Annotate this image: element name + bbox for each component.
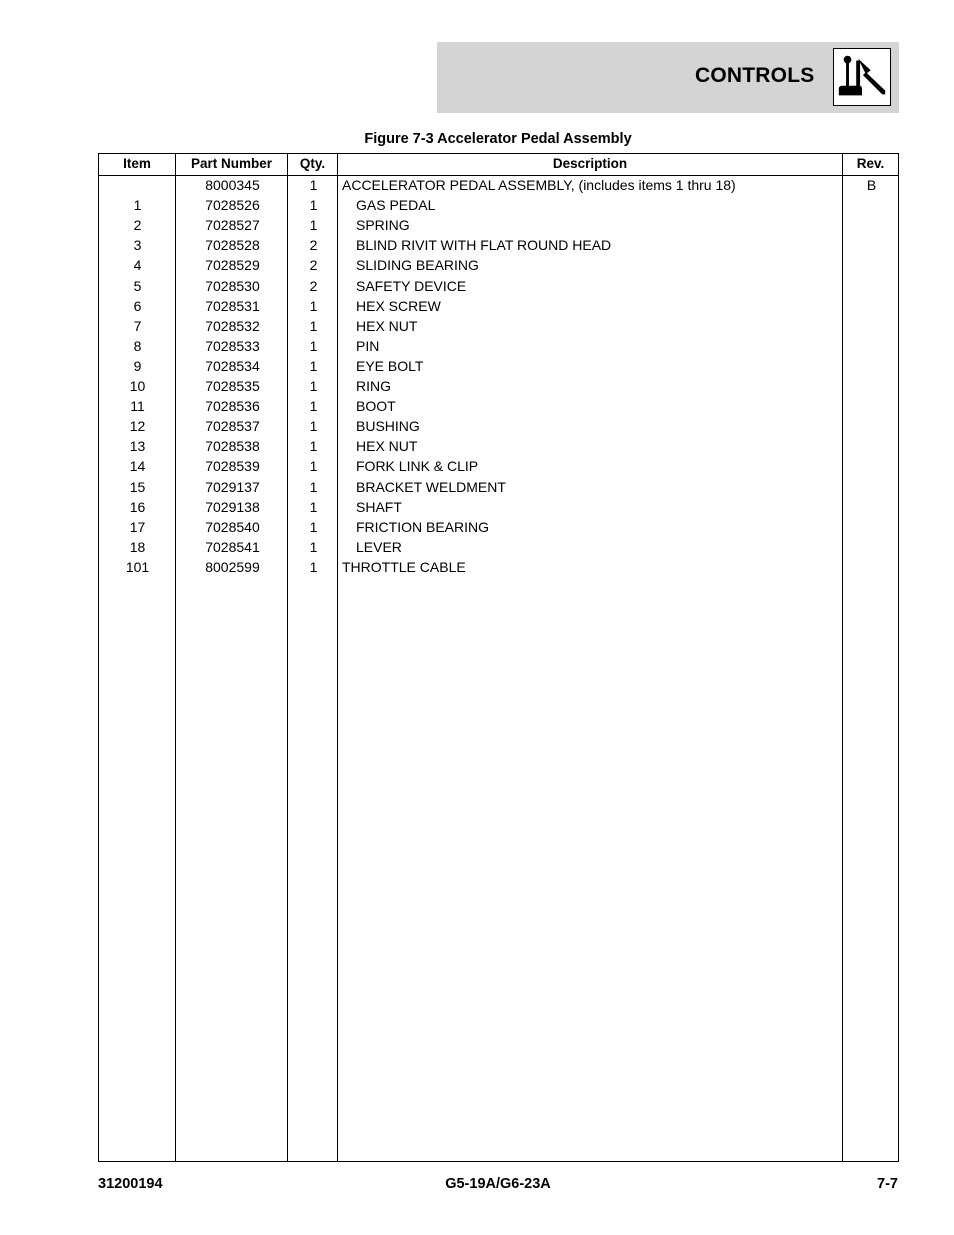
- cell-part-number: 7028528: [205, 237, 260, 254]
- cell-description: HEX NUT: [356, 317, 418, 334]
- cell-qty: 1: [309, 478, 318, 495]
- table-row: [99, 195, 898, 215]
- cell-item: 12: [129, 418, 146, 435]
- cell-description: BUSHING: [356, 418, 420, 435]
- cell-item: 8: [133, 337, 142, 354]
- footer-page-number: 7-7: [877, 1176, 898, 1192]
- column-header-item: Item: [123, 156, 151, 171]
- cell-item: 4: [133, 257, 142, 274]
- cell-qty: 1: [309, 498, 318, 515]
- cell-qty: 1: [309, 297, 318, 314]
- table-row: [99, 376, 898, 396]
- column-header-rev: Rev.: [856, 156, 885, 171]
- cell-part-number: 8000345: [205, 177, 260, 193]
- footer-document-number: 31200194: [98, 1176, 163, 1192]
- table-row: [99, 456, 898, 476]
- cell-description: SAFETY DEVICE: [356, 277, 467, 294]
- table-row: [99, 497, 898, 517]
- table-row: [99, 557, 898, 577]
- table-row: [99, 477, 898, 497]
- cell-description: GAS PEDAL: [356, 197, 436, 214]
- cell-part-number: 7028540: [205, 518, 260, 535]
- column-header-part-number: Part Number: [190, 156, 273, 171]
- cell-qty: 1: [309, 538, 318, 555]
- cell-part-number: 8002599: [205, 558, 260, 575]
- table-row: [99, 235, 898, 255]
- cell-part-number: 7028533: [205, 337, 260, 354]
- cell-rev: B: [866, 177, 877, 193]
- cell-qty: 1: [309, 558, 318, 575]
- cell-item: 101: [125, 558, 150, 575]
- cell-description: BRACKET WELDMENT: [356, 478, 506, 495]
- cell-part-number: 7028530: [205, 277, 260, 294]
- cell-qty: 1: [309, 458, 318, 475]
- cell-item: 7: [133, 317, 142, 334]
- cell-part-number: 7028532: [205, 317, 260, 334]
- cell-item: 11: [130, 398, 145, 415]
- cell-description: LEVER: [356, 538, 402, 555]
- cell-part-number: 7028539: [205, 458, 260, 475]
- cell-item: 18: [129, 538, 146, 555]
- cell-qty: 1: [309, 398, 318, 415]
- cell-item: 9: [133, 357, 142, 374]
- table-row: [99, 436, 898, 456]
- cell-description: BLIND RIVIT WITH FLAT ROUND HEAD: [356, 237, 612, 254]
- cell-qty: 2: [309, 237, 318, 254]
- figure-title: Figure 7-3 Accelerator Pedal Assembly: [364, 131, 632, 147]
- table-row: [99, 416, 898, 436]
- cell-item: 5: [133, 277, 142, 294]
- cell-description: FORK LINK & CLIP: [356, 458, 479, 475]
- cell-part-number: 7028527: [205, 217, 260, 234]
- cell-part-number: 7028531: [205, 297, 260, 314]
- controls-joystick-icon: [833, 48, 891, 106]
- table-row: [99, 537, 898, 557]
- table-row: [99, 396, 898, 416]
- table-row: [99, 517, 898, 537]
- cell-item: 6: [133, 297, 142, 314]
- cell-qty: 1: [309, 418, 318, 435]
- cell-part-number: 7028529: [205, 257, 260, 274]
- cell-part-number: 7028537: [205, 418, 260, 435]
- cell-item: 14: [129, 458, 146, 475]
- table-row: [99, 336, 898, 356]
- cell-item: 10: [129, 378, 146, 394]
- cell-description: ACCELERATOR PEDAL ASSEMBLY, (includes items 1 thru 18): [342, 177, 736, 193]
- cell-qty: 2: [309, 277, 318, 294]
- column-header-qty: Qty.: [299, 156, 326, 171]
- cell-description: THROTTLE CABLE: [342, 558, 466, 575]
- cell-part-number: 7028538: [205, 438, 260, 455]
- cell-qty: 1: [309, 378, 318, 394]
- section-title: CONTROLS: [695, 64, 815, 87]
- cell-qty: 2: [309, 257, 318, 274]
- table-row: [99, 276, 898, 296]
- cell-description: EYE BOLT: [356, 357, 424, 374]
- cell-description: SPRING: [356, 217, 410, 234]
- cell-item: 15: [129, 478, 146, 495]
- footer-model: G5-19A/G6-23A: [445, 1176, 551, 1192]
- parts-table: [98, 153, 899, 1162]
- cell-part-number: 7028536: [205, 398, 260, 415]
- cell-description: FRICTION BEARING: [356, 518, 490, 535]
- table-row: [99, 255, 898, 275]
- table-row: [99, 215, 898, 235]
- cell-part-number: 7029138: [205, 498, 260, 515]
- cell-item: 1: [133, 197, 142, 214]
- cell-item: 2: [133, 217, 142, 234]
- cell-part-number: 7028526: [205, 197, 260, 214]
- cell-part-number: 7028541: [205, 538, 260, 555]
- cell-qty: 1: [309, 197, 318, 214]
- cell-qty: 1: [309, 317, 318, 334]
- table-row: [99, 175, 898, 195]
- cell-part-number: 7028535: [205, 378, 260, 394]
- cell-qty: 1: [309, 438, 318, 455]
- cell-description: PIN: [356, 337, 380, 354]
- cell-qty: 1: [309, 357, 318, 374]
- section-header-band: [437, 42, 899, 113]
- cell-description: SLIDING BEARING: [356, 257, 479, 274]
- table-row: [99, 296, 898, 316]
- cell-qty: 1: [309, 217, 318, 234]
- cell-qty: 1: [309, 177, 318, 193]
- cell-description: HEX SCREW: [356, 297, 441, 314]
- column-header-description: Description: [552, 156, 628, 171]
- cell-description: SHAFT: [356, 498, 402, 515]
- table-row: [99, 356, 898, 376]
- cell-item: 3: [133, 237, 142, 254]
- cell-description: HEX NUT: [356, 438, 418, 455]
- cell-item: 16: [129, 498, 146, 515]
- cell-description: BOOT: [356, 398, 396, 415]
- cell-item: 13: [129, 438, 146, 455]
- cell-part-number: 7029137: [205, 478, 260, 495]
- cell-qty: 1: [309, 518, 318, 535]
- cell-item: 17: [129, 518, 146, 535]
- cell-description: RING: [356, 378, 391, 394]
- table-row: [99, 316, 898, 336]
- cell-part-number: 7028534: [205, 357, 260, 374]
- cell-qty: 1: [309, 337, 318, 354]
